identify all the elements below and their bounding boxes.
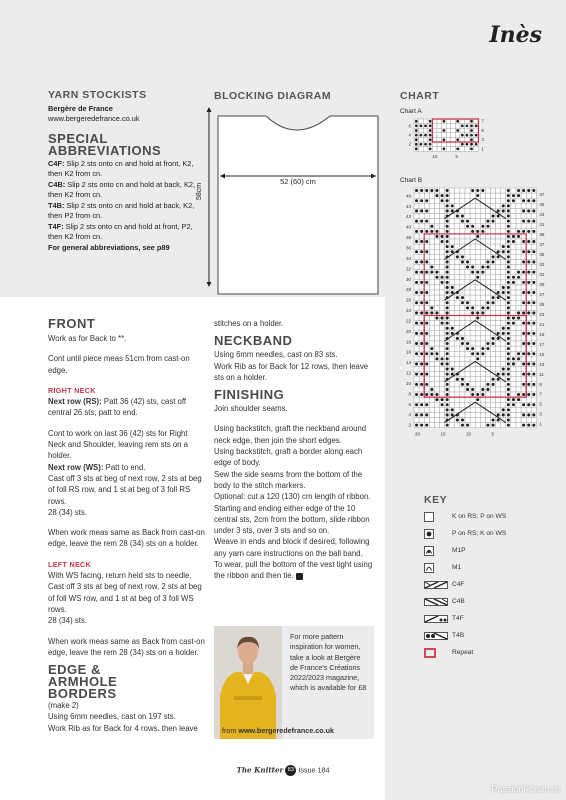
svg-text:35: 35 xyxy=(539,251,545,257)
svg-text:31: 31 xyxy=(539,271,545,277)
right-neck-row2: Next row (WS): Patt to end. xyxy=(48,462,146,472)
repeat-box-icon xyxy=(424,647,452,658)
left-neck-heading: LEFT NECK xyxy=(48,559,92,569)
promo-link[interactable]: from www.bergeredefrance.co.uk xyxy=(222,726,334,735)
finishing-p3: Using backstitch, graft a border along each edge of body. xyxy=(214,447,363,468)
chart-section xyxy=(400,90,550,464)
stockists-abbreviations xyxy=(48,90,208,253)
finishing-p2: Using backstitch, graft the neckband around neck edge, then join the short edges. xyxy=(214,424,367,445)
finishing-p4: Sew the side seams from the bottom of the body to the stitch markers. xyxy=(214,469,363,490)
neckband-p2: Work Rib as for Back for 12 rows, then leave sts on a holder. xyxy=(214,361,369,382)
chart-a-label: Chart A xyxy=(400,108,422,115)
svg-text:26: 26 xyxy=(405,297,411,303)
key-item-knit: K on RS; P on WS xyxy=(424,508,544,525)
abbrev-c4f: C4F: Slip 2 sts onto cn and hold at front, K2, then K2 from cn. xyxy=(48,158,194,178)
right-neck-heading: RIGHT NECK xyxy=(48,385,96,395)
svg-text:23: 23 xyxy=(539,311,545,317)
right-neck-p6: When work meas same as Back from cast-on edge, leave the rem 28 (34) sts on a holder. xyxy=(48,528,205,549)
svg-text:2: 2 xyxy=(408,141,411,147)
right-neck-p4: Cast off 3 sts at beg of next row, 2 sts at beg of foll RS row, and 1 st at beg of 3 foll RS rows. xyxy=(48,473,202,506)
svg-text:7: 7 xyxy=(481,118,484,124)
svg-text:10: 10 xyxy=(466,431,472,437)
svg-text:27: 27 xyxy=(539,291,545,297)
end-mark-icon xyxy=(296,573,303,580)
svg-text:33: 33 xyxy=(539,261,545,267)
svg-text:2: 2 xyxy=(408,422,411,428)
svg-text:47: 47 xyxy=(539,191,545,197)
height-label: 58cm xyxy=(196,182,203,200)
c4b-cable-icon xyxy=(424,596,452,607)
front-p1: Work as for Back to **. xyxy=(48,334,127,343)
svg-text:14: 14 xyxy=(405,360,411,366)
front-p2: Cont until piece meas 51cm from cast-on edge. xyxy=(48,354,190,375)
svg-text:5: 5 xyxy=(539,401,542,407)
abbrev-t4b: T4B: Slip 2 sts onto cn and hold at back, K2, then P2 from cn. xyxy=(48,200,195,220)
svg-text:39: 39 xyxy=(539,231,545,237)
svg-text:19: 19 xyxy=(539,331,545,337)
key-item-repeat: Repeat xyxy=(424,644,544,661)
neckband-heading: NECKBAND xyxy=(214,333,293,349)
left-neck-p1: With WS facing, return held sts to needle. Cast off 3 sts at beg of next row, 2 sts at beg of foll WS row, and 1 st at beg of 3 foll WS rows. xyxy=(48,571,202,614)
chart-key xyxy=(424,494,544,661)
model-photo xyxy=(214,626,282,739)
t4b-cable-icon xyxy=(424,630,452,641)
neckband-p1: Using 6mm needles, cast on 83 sts. xyxy=(214,350,338,360)
pattern-title: Inès xyxy=(489,22,542,48)
svg-text:29: 29 xyxy=(539,281,545,287)
abbrev-t4f: T4F: Slip 2 sts onto cn and hold at front, P2, then K2 from cn. xyxy=(48,221,193,241)
stockist-url[interactable]: www.bergeredefrance.co.uk xyxy=(48,114,140,123)
key-item-purl: P on RS; K on WS xyxy=(424,525,544,542)
front-heading: FRONT xyxy=(48,316,96,331)
chart-a-grid xyxy=(400,115,510,175)
svg-text:6: 6 xyxy=(408,123,411,129)
stockists-heading: YARN STOCKISTS xyxy=(48,89,147,101)
svg-text:13: 13 xyxy=(539,361,545,367)
svg-text:1: 1 xyxy=(539,421,542,427)
edge-heading: EDGE & ARMHOLE BORDERS xyxy=(48,662,118,702)
abbreviations-heading: SPECIAL ABBREVIATIONS xyxy=(48,130,162,158)
page-footer xyxy=(0,765,566,776)
svg-text:36: 36 xyxy=(405,245,411,251)
right-neck-row1: Next row (RS): Patt 36 (42) sts, cast off central 26 sts, patt to end. xyxy=(48,397,187,418)
svg-text:41: 41 xyxy=(539,221,545,227)
stockist-brand: Bergère de France xyxy=(48,103,113,113)
svg-text:8: 8 xyxy=(408,391,411,397)
front-column xyxy=(48,318,206,734)
blocking-heading: BLOCKING DIAGRAM xyxy=(214,90,332,102)
svg-text:34: 34 xyxy=(405,255,411,261)
svg-text:44: 44 xyxy=(405,203,411,209)
svg-text:30: 30 xyxy=(405,276,411,282)
svg-text:42: 42 xyxy=(405,214,411,220)
left-neck-p3: When work meas same as Back from cast-on edge, leave the rem 28 (34) sts on a holder. xyxy=(48,636,205,657)
finishing-p5: Optional: cut a 120 (130) cm length of ribbon. Starting and ending either edge of the 10 central sts, 2cm from the bottom, slide ribbon under 3 sts, over 3 sts and so on. xyxy=(214,492,371,536)
svg-text:22: 22 xyxy=(405,318,411,324)
m1-square-icon xyxy=(424,562,452,573)
svg-text:4: 4 xyxy=(408,132,411,138)
svg-text:6: 6 xyxy=(408,401,411,407)
key-item-t4f: T4F xyxy=(424,610,544,627)
watermark: PassionForum.ru xyxy=(491,784,560,794)
svg-text:17: 17 xyxy=(539,341,545,347)
svg-text:10: 10 xyxy=(405,380,411,386)
key-item-c4b: C4B xyxy=(424,593,544,610)
svg-text:46: 46 xyxy=(405,193,411,199)
finishing-p6: Weave in ends and block if desired, following any yarn care instructions on the ball band. xyxy=(214,537,370,558)
edge-make: (make 2) xyxy=(48,701,79,711)
page-number: 83 xyxy=(285,765,296,776)
svg-text:9: 9 xyxy=(539,381,542,387)
svg-text:43: 43 xyxy=(539,211,545,217)
svg-text:21: 21 xyxy=(539,321,545,327)
edge-p2: Work Rib as for Back for 4 rows, then leave xyxy=(48,723,198,733)
svg-text:20: 20 xyxy=(405,328,411,334)
edge-p1: Using 6mm needles, cast on 197 sts. xyxy=(48,712,176,722)
height-arrow xyxy=(205,107,213,287)
svg-text:38: 38 xyxy=(405,235,411,241)
width-label: 52 (60) cm xyxy=(280,177,316,186)
svg-text:11: 11 xyxy=(539,371,545,377)
chart-heading: CHART xyxy=(400,90,440,102)
t4f-cable-icon xyxy=(424,613,452,624)
svg-text:5: 5 xyxy=(455,154,458,160)
c4f-cable-icon xyxy=(424,579,452,590)
left-neck-p2: 28 (34) sts. xyxy=(48,616,87,626)
svg-text:15: 15 xyxy=(440,431,446,437)
svg-text:24: 24 xyxy=(405,308,411,314)
svg-text:16: 16 xyxy=(405,349,411,355)
key-item-t4b: T4B xyxy=(424,627,544,644)
svg-text:1: 1 xyxy=(481,146,484,152)
dot-square-icon xyxy=(424,528,452,539)
chart-b-grid xyxy=(400,184,550,464)
svg-text:10: 10 xyxy=(432,154,438,160)
svg-text:5: 5 xyxy=(481,127,484,133)
svg-text:20: 20 xyxy=(415,431,421,437)
svg-text:7: 7 xyxy=(539,391,542,397)
svg-text:18: 18 xyxy=(405,339,411,345)
finishing-column xyxy=(214,318,374,582)
key-heading: KEY xyxy=(424,494,448,506)
right-neck-p5: 28 (34) sts. xyxy=(48,507,87,517)
svg-text:40: 40 xyxy=(405,224,411,230)
promo-box xyxy=(214,626,374,739)
svg-text:12: 12 xyxy=(405,370,411,376)
svg-text:3: 3 xyxy=(539,411,542,417)
svg-text:37: 37 xyxy=(539,241,545,247)
finishing-heading: FINISHING xyxy=(214,387,285,403)
edge-continued: stitches on a holder. xyxy=(214,319,284,328)
svg-text:25: 25 xyxy=(539,301,545,307)
blocking-diagram xyxy=(214,90,384,299)
chart-b-label: Chart B xyxy=(400,177,423,184)
svg-text:5: 5 xyxy=(491,431,495,437)
publication-name: The Knitter xyxy=(236,765,284,775)
svg-text:15: 15 xyxy=(539,351,545,357)
finishing-p7: To wear, pull the bottom of the vest tight using the ribbon and then tie. xyxy=(214,560,373,581)
svg-text:32: 32 xyxy=(405,266,411,272)
key-item-m1p: M1P xyxy=(424,542,544,559)
m1p-square-icon xyxy=(424,545,452,556)
key-item-m1: M1 xyxy=(424,559,544,576)
issue-number: Issue 184 xyxy=(298,765,330,775)
key-item-c4f: C4F xyxy=(424,576,544,593)
general-abbrev-note: For general abbreviations, see p89 xyxy=(48,242,170,252)
empty-square-icon xyxy=(424,511,452,522)
promo-text: For more pattern inspiration for women, take a look at Bergère de France's Créations 2022/2023 magazine, which is available for £8 xyxy=(290,632,367,693)
right-neck-p2: Cont to work on last 36 (42) sts for Right Neck and Shoulder, leaving rem sts on a holder. xyxy=(48,428,188,461)
finishing-p1: Join shoulder seams. xyxy=(214,404,288,414)
svg-text:3: 3 xyxy=(481,137,484,143)
abbrev-c4b: C4B: Slip 2 sts onto cn and hold at back, K2, then K2 from cn. xyxy=(48,179,196,199)
svg-text:45: 45 xyxy=(539,201,545,207)
svg-text:28: 28 xyxy=(405,287,411,293)
svg-text:4: 4 xyxy=(408,412,411,418)
vest-diagram xyxy=(214,104,384,299)
